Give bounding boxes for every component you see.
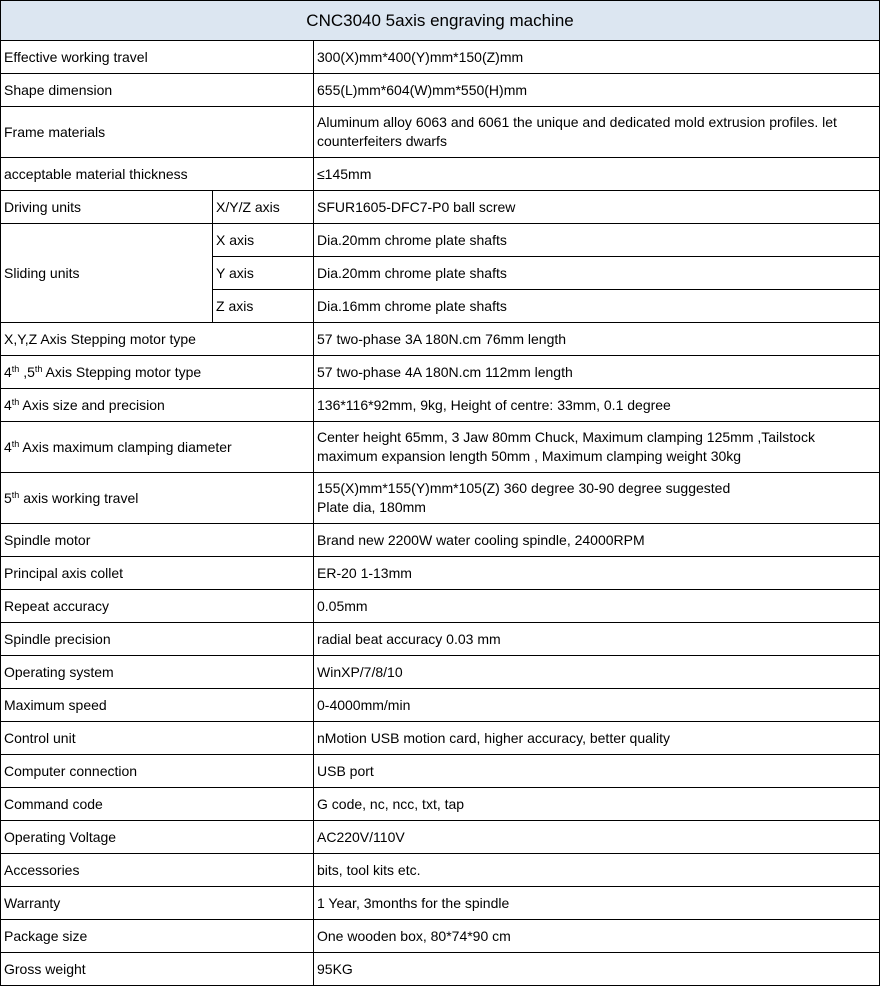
row-label: Shape dimension [1, 74, 314, 107]
row-label [1, 356, 314, 389]
row-label: Sliding units [1, 224, 213, 323]
row-label: Repeat accuracy [1, 590, 314, 623]
row-label: Command code [1, 788, 314, 821]
table-row [1, 854, 880, 887]
row-label: Effective working travel [1, 41, 314, 74]
row-sublabel: X axis [213, 224, 314, 257]
row-value: Dia.20mm chrome plate shafts [314, 257, 880, 290]
row-label [1, 389, 314, 422]
row-label: Operating Voltage [1, 821, 314, 854]
table-title: CNC3040 5axis engraving machine [1, 1, 880, 41]
row-value: USB port [314, 755, 880, 788]
row-label: Accessories [1, 854, 314, 887]
label-superscript: th [11, 363, 20, 374]
row-value: SFUR1605-DFC7-P0 ball screw [314, 191, 880, 224]
row-label: Package size [1, 920, 314, 953]
value-line: 155(X)mm*155(Y)mm*105(Z) 360 degree 30-90 degree suggested [317, 480, 731, 496]
label-part: 4 [4, 396, 12, 413]
table-row [1, 590, 880, 623]
table-row [1, 524, 880, 557]
label-part: axis working travel [19, 489, 139, 506]
table-row [1, 158, 880, 191]
label-part: 5 [4, 489, 12, 506]
row-value: nMotion USB motion card, higher accuracy, better quality [314, 722, 880, 755]
row-value: Aluminum alloy 6063 and 6061 the unique and dedicated mold extrusion profiles. let counterfeiters dwarfs [314, 107, 880, 158]
row-value: bits, tool kits etc. [314, 854, 880, 887]
table-row [1, 722, 880, 755]
row-label: Spindle precision [1, 623, 314, 656]
table-row [1, 224, 880, 257]
row-sublabel: Y axis [213, 257, 314, 290]
table-row [1, 422, 880, 473]
label-part: Axis size and precision [19, 396, 165, 413]
table-row [1, 41, 880, 74]
row-value: 136*116*92mm, 9kg, Height of centre: 33mm, 0.1 degree [314, 389, 880, 422]
row-value: 95KG [314, 953, 880, 986]
row-value: ≤145mm [314, 158, 880, 191]
table-row [1, 887, 880, 920]
table-row [1, 821, 880, 854]
row-value: G code, nc, ncc, txt, tap [314, 788, 880, 821]
table-row [1, 191, 880, 224]
table-row [1, 107, 880, 158]
label-part: ,5 [19, 363, 35, 380]
table-row [1, 623, 880, 656]
table-row [1, 920, 880, 953]
label-part: Axis maximum clamping diameter [19, 438, 232, 455]
row-value: ER-20 1-13mm [314, 557, 880, 590]
row-value: 57 two-phase 3A 180N.cm 76mm length [314, 323, 880, 356]
label-superscript: th [11, 438, 20, 449]
row-value: 1 Year, 3months for the spindle [314, 887, 880, 920]
row-label: X,Y,Z Axis Stepping motor type [1, 323, 314, 356]
row-label: acceptable material thickness [1, 158, 314, 191]
row-sublabel: Z axis [213, 290, 314, 323]
label-part: 4 [4, 438, 12, 455]
table-row [1, 473, 880, 524]
table-row [1, 689, 880, 722]
row-label: Frame materials [1, 107, 314, 158]
table-row [1, 557, 880, 590]
row-value: Center height 65mm, 3 Jaw 80mm Chuck, Maximum clamping 125mm ,Tailstock maximum expansion length 50mm , Maximum clamping weight 30kg [314, 422, 880, 473]
row-value: AC220V/110V [314, 821, 880, 854]
row-value: 57 two-phase 4A 180N.cm 112mm length [314, 356, 880, 389]
row-value: Dia.16mm chrome plate shafts [314, 290, 880, 323]
row-value [314, 473, 880, 524]
row-value: WinXP/7/8/10 [314, 656, 880, 689]
table-row [1, 389, 880, 422]
value-line: Plate dia, 180mm [317, 499, 426, 515]
row-value: 300(X)mm*400(Y)mm*150(Z)mm [314, 41, 880, 74]
row-value: radial beat accuracy 0.03 mm [314, 623, 880, 656]
table-row [1, 356, 880, 389]
row-label [1, 473, 314, 524]
row-label: Principal axis collet [1, 557, 314, 590]
row-label: Maximum speed [1, 689, 314, 722]
row-value: One wooden box, 80*74*90 cm [314, 920, 880, 953]
label-superscript: th [11, 489, 20, 500]
table-row [1, 788, 880, 821]
label-part: Axis Stepping motor type [42, 363, 202, 380]
row-label [1, 422, 314, 473]
table-row [1, 953, 880, 986]
row-value: 0.05mm [314, 590, 880, 623]
row-value: 655(L)mm*604(W)mm*550(H)mm [314, 74, 880, 107]
label-part: 4 [4, 363, 12, 380]
row-label: Driving units [1, 191, 213, 224]
row-value: Dia.20mm chrome plate shafts [314, 224, 880, 257]
label-superscript: th [11, 396, 20, 407]
table-row [1, 755, 880, 788]
table-row [1, 323, 880, 356]
row-label: Spindle motor [1, 524, 314, 557]
row-value: 0-4000mm/min [314, 689, 880, 722]
row-label: Warranty [1, 887, 314, 920]
row-label: Computer connection [1, 755, 314, 788]
label-superscript: th [34, 363, 43, 374]
title-row [1, 1, 880, 41]
row-value: Brand new 2200W water cooling spindle, 24000RPM [314, 524, 880, 557]
row-label: Control unit [1, 722, 314, 755]
table-row [1, 74, 880, 107]
row-sublabel: X/Y/Z axis [213, 191, 314, 224]
row-label: Gross weight [1, 953, 314, 986]
table-row [1, 656, 880, 689]
row-label: Operating system [1, 656, 314, 689]
